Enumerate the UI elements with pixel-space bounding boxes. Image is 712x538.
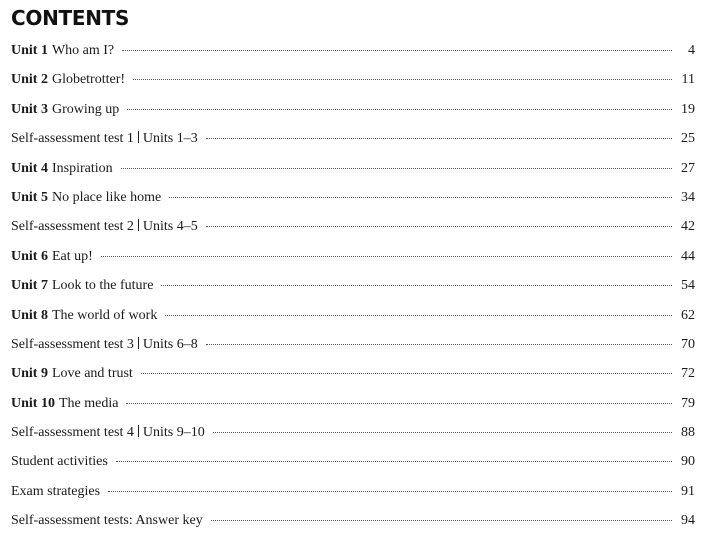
toc-entry-unit-9[interactable]	[11, 359, 695, 388]
entry-title: Self-assessment test 3	[11, 336, 134, 352]
dot-leader	[161, 285, 672, 286]
dot-leader	[133, 79, 672, 80]
toc-entry-exam-strategies[interactable]	[11, 477, 695, 506]
page-number: 72	[681, 366, 695, 382]
toc-entry-self-assessment-2[interactable]	[11, 212, 695, 241]
page-title: CONTENTS	[11, 6, 130, 30]
toc-entry-student-activities[interactable]	[11, 447, 695, 476]
entry-title: Self-assessment test 4	[11, 425, 134, 441]
entry-title: Who am I?	[51, 43, 115, 58]
page-number: 11	[681, 72, 695, 88]
dot-leader	[108, 491, 672, 492]
page-number: 62	[681, 307, 695, 323]
separator-bar	[138, 425, 139, 437]
unit-number: Unit 10	[11, 395, 55, 411]
toc-entry-unit-8[interactable]	[11, 301, 695, 330]
page-number: 34	[681, 189, 695, 205]
entry-units: Units 6–8	[142, 336, 198, 352]
toc-entry-unit-7[interactable]	[11, 271, 695, 300]
separator-bar	[138, 131, 139, 143]
toc-entry-unit-6[interactable]	[11, 242, 695, 271]
unit-number: Unit 8	[11, 307, 48, 323]
page-number: 90	[681, 454, 695, 470]
entry-title: The media	[58, 395, 119, 411]
page-number: 42	[681, 219, 695, 235]
entry-units: Units 1–3	[142, 131, 198, 147]
unit-number: Unit 3	[11, 101, 48, 117]
entry-title: Globetrotter!	[51, 72, 126, 88]
page-number: 54	[681, 278, 695, 294]
page-number: 88	[681, 425, 695, 441]
dot-leader	[213, 432, 672, 433]
unit-number: Unit 2	[11, 72, 48, 88]
toc-entry-self-assessment-4[interactable]	[11, 418, 695, 447]
page-number: 94	[681, 513, 695, 529]
page-number: 27	[681, 160, 695, 176]
entry-title: Eat up!	[51, 248, 93, 264]
entry-title: Self-assessment test 2	[11, 219, 134, 235]
dot-leader	[206, 138, 672, 139]
dot-leader	[206, 344, 672, 345]
toc-entry-self-assessment-1[interactable]	[11, 124, 695, 153]
dot-leader	[211, 520, 672, 521]
page-number: 91	[681, 483, 695, 499]
page-number: 44	[681, 248, 695, 264]
page-number: 19	[681, 101, 695, 117]
unit-number: Unit 7	[11, 278, 48, 294]
entry-title: Look to the future	[51, 278, 154, 294]
unit-number: Unit 1	[11, 43, 48, 58]
entry-title: Student activities	[11, 454, 108, 470]
toc-entry-unit-1[interactable]	[11, 36, 695, 65]
unit-number: Unit 4	[11, 160, 48, 176]
toc-entry-unit-3[interactable]	[11, 95, 695, 124]
dot-leader	[127, 109, 672, 110]
dot-leader	[169, 197, 672, 198]
toc-entry-unit-4[interactable]	[11, 154, 695, 183]
separator-bar	[138, 337, 139, 349]
entry-title: Love and trust	[51, 366, 133, 382]
dot-leader	[126, 403, 672, 404]
toc-entry-unit-2[interactable]	[11, 65, 695, 94]
toc-entry-answer-key[interactable]	[11, 506, 695, 535]
dot-leader	[121, 168, 672, 169]
toc-entry-unit-5[interactable]	[11, 183, 695, 212]
entry-title: Self-assessment test 1	[11, 131, 134, 147]
unit-number: Unit 5	[11, 189, 48, 205]
table-of-contents	[11, 36, 695, 536]
entry-title: The world of work	[51, 307, 158, 323]
entry-units: Units 4–5	[142, 219, 198, 235]
dot-leader	[101, 256, 672, 257]
entry-title: Inspiration	[51, 160, 113, 176]
entry-title: No place like home	[51, 189, 162, 205]
toc-entry-unit-10[interactable]	[11, 389, 695, 418]
entry-units: Units 9–10	[142, 425, 205, 441]
entry-title: Exam strategies	[11, 483, 101, 499]
separator-bar	[138, 219, 139, 231]
dot-leader	[141, 373, 672, 374]
unit-number: Unit 6	[11, 248, 48, 264]
unit-number: Unit 9	[11, 366, 48, 382]
dot-leader	[116, 461, 672, 462]
entry-title: Growing up	[51, 101, 120, 117]
page-number: 70	[681, 336, 695, 352]
dot-leader	[165, 315, 672, 316]
toc-entry-self-assessment-3[interactable]	[11, 330, 695, 359]
page-number: 25	[681, 131, 695, 147]
dot-leader	[122, 50, 672, 51]
page-number: 79	[681, 395, 695, 411]
dot-leader	[206, 226, 672, 227]
page-number: 4	[688, 43, 695, 58]
entry-title: Self-assessment tests: Answer key	[11, 513, 203, 529]
